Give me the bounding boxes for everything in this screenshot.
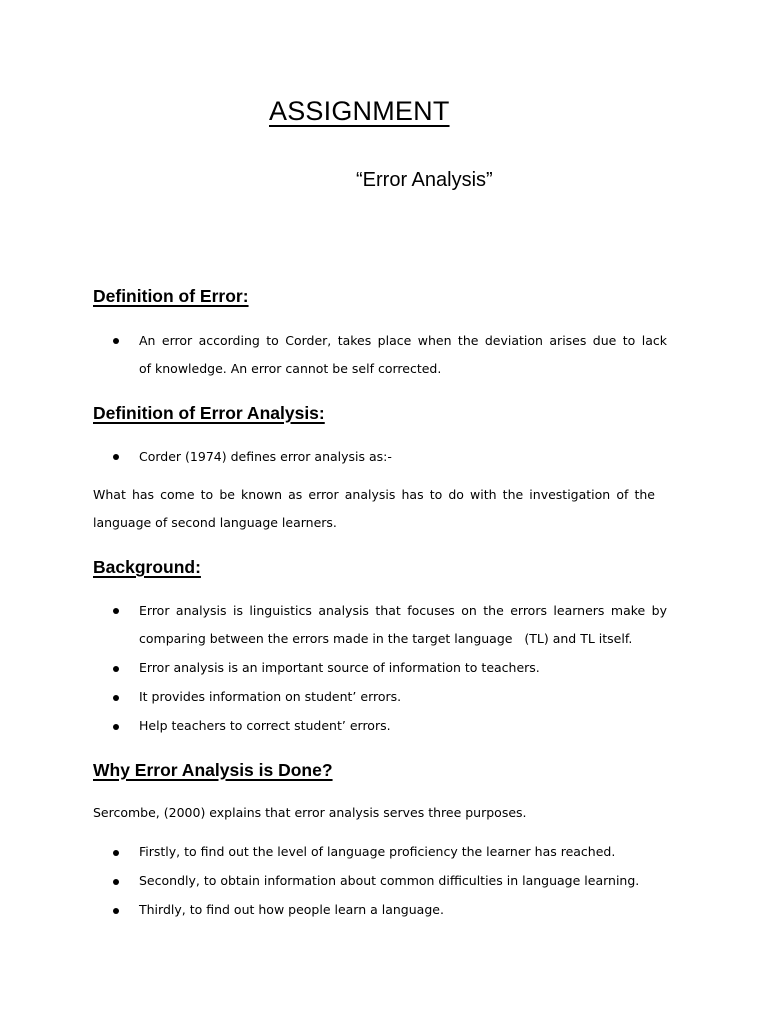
heading-definition-of-error-analysis: Definition of Error Analysis: xyxy=(93,403,325,423)
bullet-text-continuation: of knowledge. An error cannot be self corrected. xyxy=(139,361,442,376)
bullet-marker xyxy=(113,608,119,614)
bullet-text: Corder (1974) defines error analysis as:- xyxy=(139,449,392,464)
bullet-text: An error according to Corder, takes place when the deviation arises due to lack xyxy=(139,333,667,348)
bullet-text: It provides information on student’ errors. xyxy=(139,689,402,704)
bullet-text: Thirdly, to find out how people learn a language. xyxy=(139,902,444,917)
paragraph-text-continuation: language of second language learners. xyxy=(93,515,337,530)
bullet-marker xyxy=(113,850,119,856)
heading-background: Background: xyxy=(93,557,201,577)
bullet-marker xyxy=(113,908,119,914)
paragraph-text: Sercombe, (2000) explains that error analysis serves three purposes. xyxy=(93,805,527,820)
paragraph-text: What has come to be known as error analysis has to do with the investigation of the xyxy=(93,487,655,502)
heading-definition-of-error: Definition of Error: xyxy=(93,286,249,306)
bullet-text: Error analysis is linguistics analysis that focuses on the errors learners make by xyxy=(139,603,667,618)
heading-why-error-analysis: Why Error Analysis is Done? xyxy=(93,760,333,780)
bullet-text: Help teachers to correct student’ errors. xyxy=(139,718,391,733)
bullet-marker xyxy=(113,695,119,701)
bullet-marker xyxy=(113,724,119,730)
bullet-marker xyxy=(113,666,119,672)
bullet-text: Error analysis is an important source of information to teachers. xyxy=(139,660,540,675)
bullet-text-continuation: comparing between the errors made in the target language (TL) and TL itself. xyxy=(139,631,633,646)
document-subtitle: “Error Analysis” xyxy=(356,169,493,191)
document-title: ASSIGNMENT xyxy=(269,96,450,126)
bullet-text: Secondly, to obtain information about common difficulties in language learning. xyxy=(139,873,640,888)
bullet-marker xyxy=(113,338,119,344)
bullet-marker xyxy=(113,879,119,885)
bullet-text: Firstly, to find out the level of language proficiency the learner has reached. xyxy=(139,844,616,859)
bullet-marker xyxy=(113,454,119,460)
